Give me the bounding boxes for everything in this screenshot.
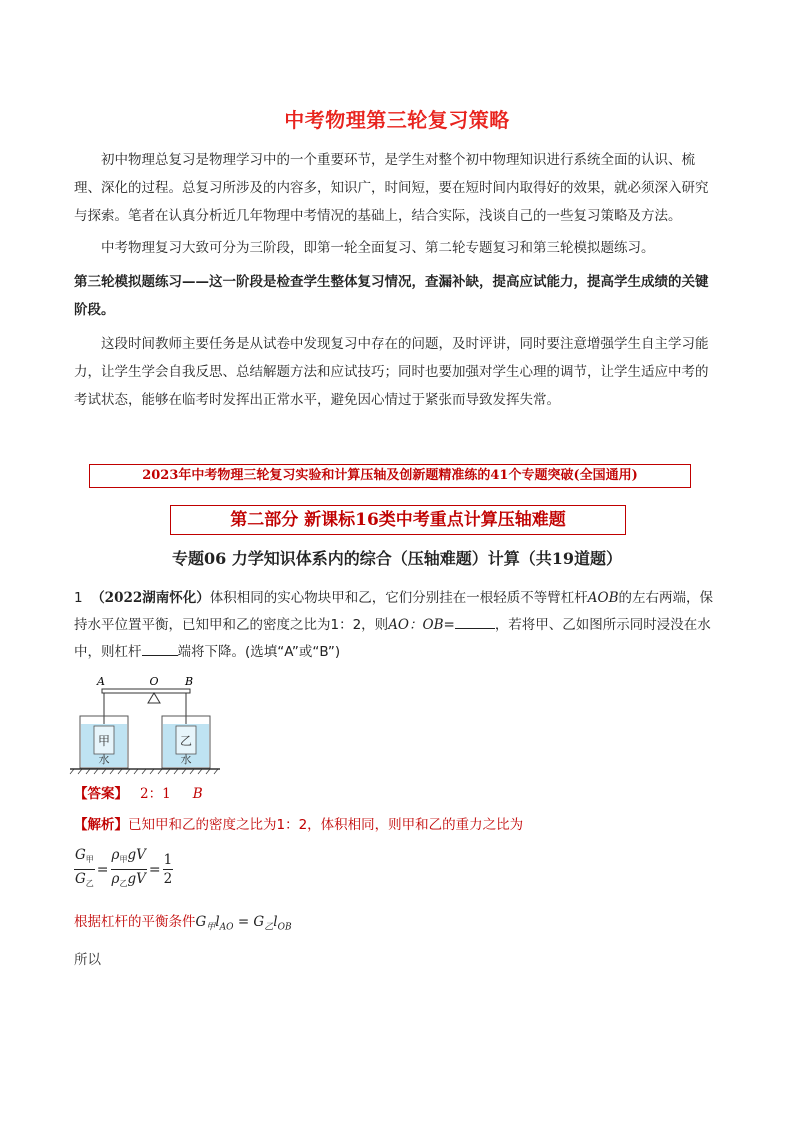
right-block-label: 乙 (179, 734, 193, 748)
topic-title: 专题06 力学知识体系内的综合（压轴难题）计算（共19道题） (171, 549, 623, 568)
lever-aob: AOB (587, 590, 619, 606)
part-title: 第二部分 新课标16类中考重点计算压轴难题 (170, 505, 626, 535)
question-text-a: 体积相同的实心物块甲和乙，它们分别挂在一根轻质不等臂杠杆 (209, 590, 588, 606)
fraction-g-ratio: $\frac{G_甲}{G_乙}$ (75, 847, 94, 888)
left-water-label: 水 (98, 753, 110, 766)
answer-line (74, 784, 203, 804)
question-source: （2022湖南怀化） (91, 590, 210, 606)
intro-paragraph-2: 中考物理复习大致可分为三阶段，即第一轮全面复习、第二轮专题复习和第三轮模拟题练习。 (101, 240, 655, 256)
lever-condition-line (74, 912, 292, 938)
analysis-line (74, 815, 724, 835)
analysis-text: 已知甲和乙的密度之比为1：2，体积相同，则甲和乙的重力之比为 (128, 817, 524, 833)
right-water-label: 水 (180, 753, 192, 766)
answer-blank-1[interactable] (455, 614, 495, 629)
fraction-rho-ratio: $\frac{\rho_甲gV}{\rho_乙gV}$ (111, 847, 146, 888)
answer-value-1: 2：1 (140, 786, 171, 802)
answer-label: 【答案】 (74, 786, 128, 802)
condition-text: 根据杠杆的平衡条件 (74, 914, 196, 930)
question-number: 1 (74, 590, 83, 606)
question-text-d: 端将下降。(选填“A”或“B”) (177, 644, 341, 660)
fulcrum-triangle (148, 693, 160, 703)
answer-value-2: B (192, 786, 203, 802)
intro-paragraph-3: 第三轮模拟题练习——这一阶段是检查学生整体复习情况，查漏补缺，提高应试能力，提高学生成绩的关键阶段。 (74, 274, 709, 318)
intro-paragraph-4: 这段时间教师主要任务是从试卷中发现复习中存在的问题，及时评讲，同时要注意增强学生自主学习能力，让学生学会自我反思、总结解题方法和应试技巧；同时也要加强对学生心理的调节，让学生适应中考的考试状态，能够在临考时发挥出正常水平，避免因心情过于紧张而导致发挥失常。 (74, 336, 709, 408)
lever-beam (102, 689, 190, 693)
lever-figure (68, 672, 224, 776)
analysis-label: 【解析】 (74, 817, 128, 833)
question-text-b: 的左右两端，保持水平位置平衡，已知甲和乙的密度之比为1：2，则 (74, 590, 714, 633)
lever-equation: $G_甲l_{AO} = G_乙l_{OB}$ (195, 914, 292, 933)
therefore-text: 所以 (74, 952, 101, 968)
fraction-one-half: $\frac{1}{2}$ (163, 852, 173, 887)
formula-weight-ratio: $\frac{G_甲}{G_乙}$ = $\frac{\rho_甲gV}{\rho_乙gV}$ = $\frac{1}{2}$ (74, 846, 173, 892)
label-b: B (184, 675, 194, 688)
question-text-c: ，若将甲、乙如图所示同时浸没在水中，则杠杆 (74, 617, 711, 660)
label-o: O (149, 675, 159, 688)
page-title: 中考物理第三轮复习策略 (284, 108, 510, 132)
series-banner: 2023年中考物理三轮复习实验和计算压轴及创新题精准练的41个专题突破(全国通用) (89, 464, 691, 488)
intro-paragraph-1: 初中物理总复习是物理学习中的一个重要环节，是学生对整个初中物理知识进行系统全面的认识、梳理、深化的过程。总复习所涉及的内容多，知识广，时间短，要在短时间内取得好的效果，就必须深入研究与探索。笔者在认真分析近几年物理中考情况的基础上，结合实际，浅谈自己的一些复习策略及方法。 (74, 152, 709, 224)
label-a: A (97, 675, 105, 688)
question-1 (74, 585, 722, 666)
left-block-label: 甲 (97, 734, 111, 748)
answer-blank-2[interactable] (142, 641, 178, 656)
ratio-ao-ob: AO：OB= (388, 617, 455, 633)
